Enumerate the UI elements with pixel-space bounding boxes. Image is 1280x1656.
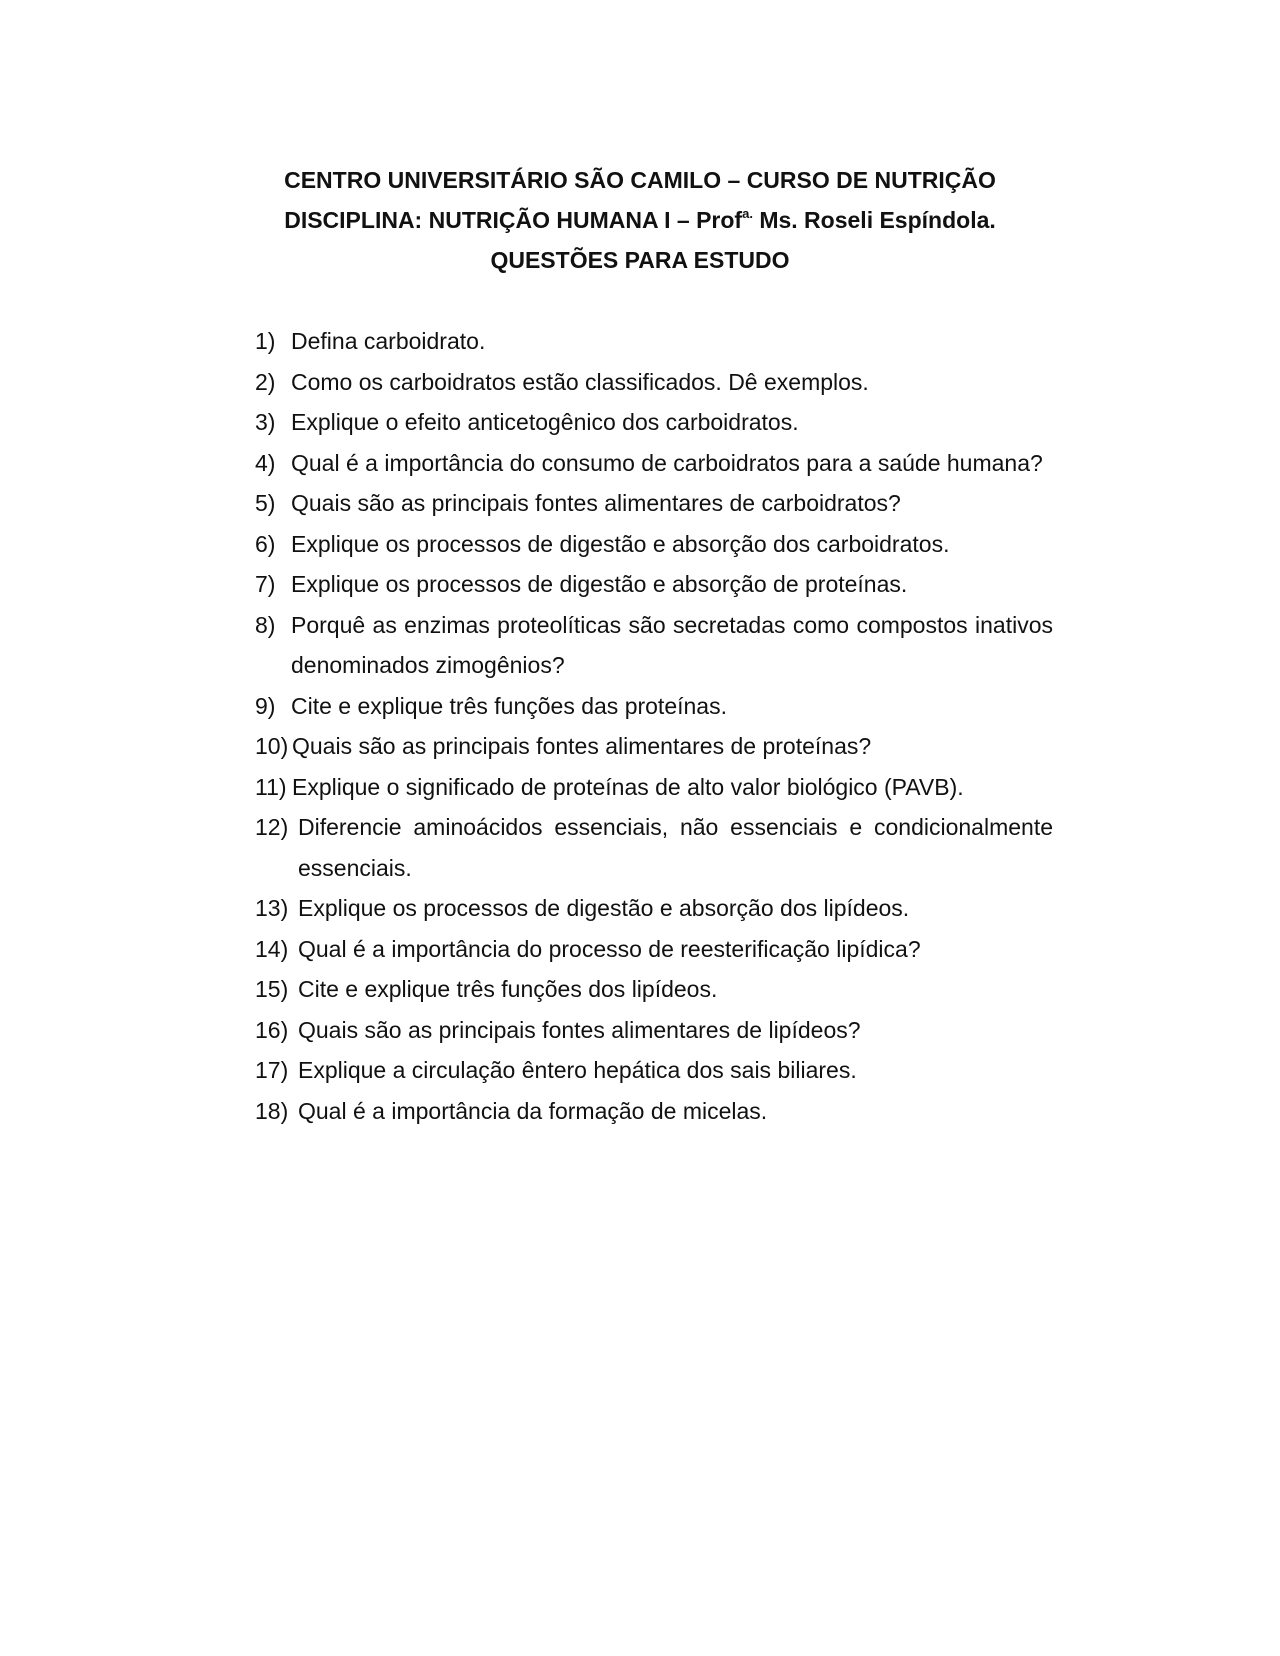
document-header xyxy=(0,160,1280,280)
question-number: 2) xyxy=(255,368,276,395)
question-text: Quais são as principais fontes alimentares de carboidratos? xyxy=(291,490,901,516)
question-item xyxy=(255,605,1053,686)
question-item xyxy=(255,564,1053,605)
question-number: 5) xyxy=(255,490,276,516)
question-text: Porquê as enzimas proteolíticas são secretadas como compostos inativos denominados zimogênios? xyxy=(291,611,1053,678)
question-number: 16) xyxy=(255,1016,289,1043)
question-item xyxy=(255,1091,1053,1132)
question-number: 12) xyxy=(255,814,289,840)
question-text: Quais são as principais fontes alimentares de proteínas? xyxy=(292,733,872,759)
question-item xyxy=(255,1050,1053,1091)
question-number: 9) xyxy=(255,692,276,719)
question-text: Explique o significado de proteínas de alto valor biológico (PAVB). xyxy=(292,773,964,800)
question-number: 6) xyxy=(255,530,276,557)
question-item xyxy=(255,969,1053,1010)
question-item xyxy=(255,524,1053,565)
question-text: Qual é a importância do consumo de carboidratos para a saúde humana? xyxy=(291,449,1043,476)
question-item xyxy=(255,726,1053,767)
question-item xyxy=(255,807,1053,888)
question-text: Qual é a importância da formação de micelas. xyxy=(298,1097,768,1124)
question-item xyxy=(255,929,1053,970)
question-number: 10) xyxy=(255,733,289,759)
question-number: 7) xyxy=(255,571,276,597)
question-text: Explique o efeito anticetogênico dos carboidratos. xyxy=(291,409,799,435)
question-item xyxy=(255,443,1053,484)
course-subtitle xyxy=(0,200,1280,240)
question-text: Diferencie aminoácidos essenciais, não essenciais e condicionalmente essenciais. xyxy=(298,814,1053,881)
question-number: 1) xyxy=(255,328,276,354)
question-text: Explique os processos de digestão e absorção dos carboidratos. xyxy=(291,530,950,557)
question-number: 8) xyxy=(255,611,276,638)
question-number: 4) xyxy=(255,449,276,476)
question-item xyxy=(255,686,1053,727)
question-item xyxy=(255,402,1053,443)
question-text: Quais são as principais fontes alimentares de lipídeos? xyxy=(298,1016,861,1043)
question-text: Defina carboidrato. xyxy=(291,328,486,354)
question-text: Qual é a importância do processo de reesterificação lipídica? xyxy=(298,935,921,962)
question-item xyxy=(255,321,1053,362)
document-title: QUESTÕES PARA ESTUDO xyxy=(490,247,790,273)
question-item xyxy=(255,888,1053,929)
question-number: 15) xyxy=(255,976,289,1002)
question-item xyxy=(255,362,1053,403)
question-number: 13) xyxy=(255,895,289,921)
question-text: Cite e explique três funções das proteínas. xyxy=(291,692,727,719)
question-text: Explique os processos de digestão e absorção dos lipídeos. xyxy=(298,895,910,921)
question-list xyxy=(255,321,1053,1131)
question-text: Como os carboidratos estão classificados. Dê exemplos. xyxy=(291,368,869,395)
question-number: 17) xyxy=(255,1057,289,1083)
course-subtitle-professor: Ms. Roseli Espíndola. xyxy=(752,207,996,233)
question-number: 3) xyxy=(255,409,276,435)
question-item xyxy=(255,483,1053,524)
question-number: 11) xyxy=(255,773,287,800)
question-text: Explique os processos de digestão e absorção de proteínas. xyxy=(291,571,908,597)
question-item xyxy=(255,767,1053,808)
institution-title: CENTRO UNIVERSITÁRIO SÃO CAMILO – CURSO DE NUTRIÇÃO xyxy=(284,167,996,193)
course-subtitle-main: DISCIPLINA: NUTRIÇÃO HUMANA I – Prof xyxy=(284,207,743,233)
question-number: 14) xyxy=(255,935,289,962)
question-item xyxy=(255,1010,1053,1051)
question-number: 18) xyxy=(255,1097,289,1124)
course-subtitle-superscript: a. xyxy=(742,206,753,221)
question-text: Cite e explique três funções dos lipídeos. xyxy=(298,976,718,1002)
question-text: Explique a circulação êntero hepática dos sais biliares. xyxy=(298,1057,857,1083)
